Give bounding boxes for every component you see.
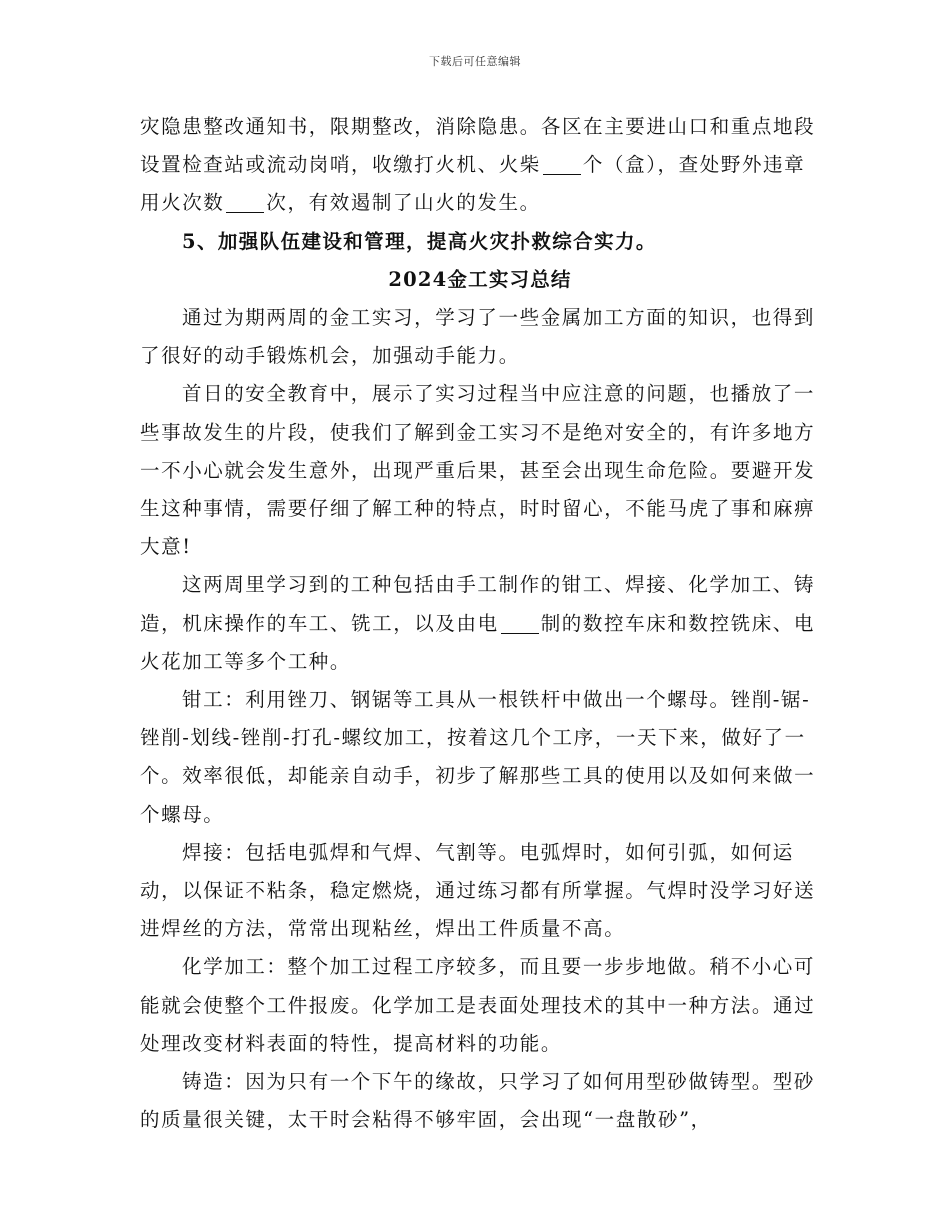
paragraph-chemical: 化学加工：整个加工过程工序较多，而且要一步步地做。稍不小心可能就会使整个工件报废。化学加工是表面处理技术的其中一种方法。通过处理改变材料表面的特性，提高材料的功能。 xyxy=(140,955,816,1055)
paragraph-overview: 通过为期两周的金工实习，学习了一些金属加工方面的知识，也得到了很好的动手锻炼机会，加强动手能力。 xyxy=(140,306,816,368)
intro-text-1: 灾隐患整改通知书，限期整改，消除隐患。各区在主要进山口和重点地段设置检查站或流动岗哨，收缴打火机、火柴 xyxy=(140,115,816,177)
intro-paragraph xyxy=(140,108,820,223)
paragraph-trades xyxy=(140,566,820,681)
paragraph-casting: 铸造：因为只有一个下午的缘故，只学习了如何用型砂做铸型。型砂的质量很关键，太干时会粘得不够牢固，会出现“一盘散砂”， xyxy=(140,1070,816,1132)
document-body xyxy=(140,108,820,1139)
paragraph-welding: 焊接：包括电弧焊和气焊、气割等。电弧焊时，如何引弧，如何运动，以保证不粘条，稳定燃烧，通过练习都有所掌握。气焊时没学习好送进焊丝的方法，常常出现粘丝，焊出工件质量不高。 xyxy=(140,840,816,941)
intro-text-3: 次，有效遏制了山火的发生。 xyxy=(266,191,541,215)
section-heading: 5、加强队伍建设和管理，提高火灾扑救综合实力。 xyxy=(182,229,657,253)
page-header: 下载后可任意编辑 xyxy=(429,55,521,68)
blank-lighter-count xyxy=(543,152,581,175)
blank-control xyxy=(501,611,539,634)
trades-text-2: 制的数控车床和数控铣床、电火花加工等多个工种。 xyxy=(140,611,816,673)
document-title: 2024金工实习总结 xyxy=(388,267,572,291)
paragraph-fitting: 钳工：利用锉刀、钢锯等工具从一根铁杆中做出一个螺母。锉削-锯-锉削-划线-锉削-打孔-螺纹加工，按着这几个工序，一天下来，做好了一个。效率很低，却能亲自动手，初步了解那些工具的使用以及如何来做一个螺母。 xyxy=(140,688,816,826)
blank-violation-count xyxy=(226,190,264,213)
trades-text-1: 这两周里学习到的工种包括由手工制作的钳工、焊接、化学加工、铸造，机床操作的车工、铣工，以及由电 xyxy=(140,573,816,635)
intro-text-2: 个（盒），查处野外违章用火次数 xyxy=(140,153,806,215)
paragraph-safety: 首日的安全教育中，展示了实习过程当中应注意的问题，也播放了一些事故发生的片段，使我们了解到金工实习不是绝对安全的，有许多地方一不小心就会发生意外，出现严重后果，甚至会出现生命危险。要避开发生这种事情，需要仔细了解工种的特点，时时留心，不能马虎了事和麻痹大意! xyxy=(140,382,816,559)
